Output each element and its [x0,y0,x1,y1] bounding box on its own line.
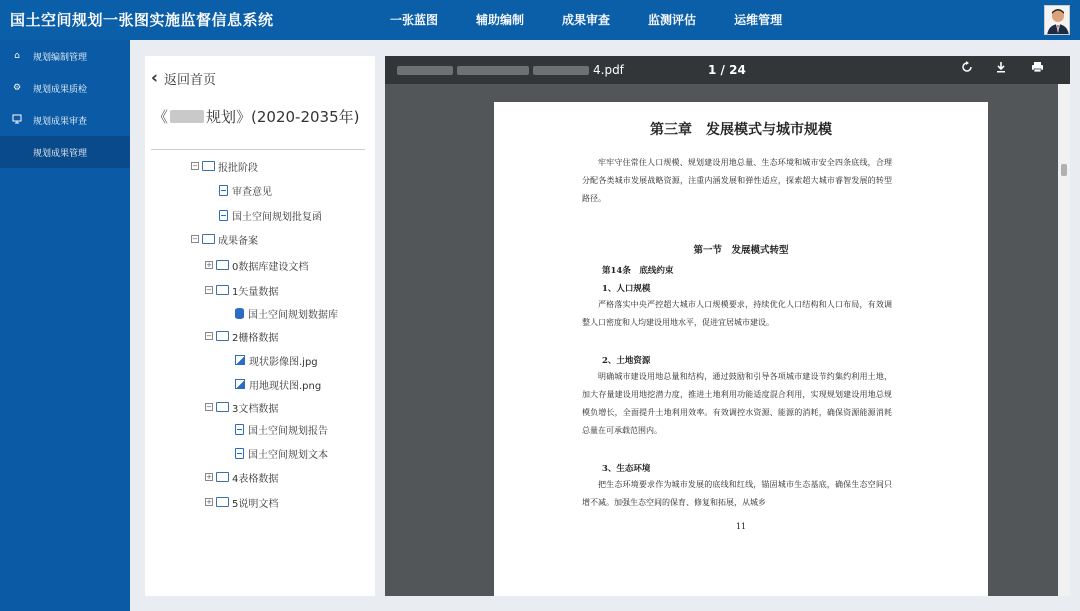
tree-node-folder[interactable] [205,493,278,511]
pdf-filename-suffix: 4.pdf [593,63,624,77]
tree-node-file[interactable] [219,181,272,199]
plan-title-suffix: 规划》(2020-2035年) [206,108,360,126]
tree-node-file[interactable] [235,375,321,393]
tree-node-label: 国土空间规划批复函 [232,211,322,223]
app-title: 国土空间规划一张图实施监督信息系统 [10,11,274,29]
pdf-toolbar [385,56,1070,84]
tree-node-label: 1矢量数据 [232,286,279,298]
image-file-icon [235,379,245,389]
collapse-icon[interactable]: − [192,162,198,170]
folder-icon [216,497,229,507]
body-paragraph: 严格落实中央严控超大城市人口规模要求，持续优化人口结构和人口布局，有效调整人口密度和人均建设用地水平，促进宜居城市建设。 [582,300,892,327]
redacted-text [457,66,529,75]
collapse-icon[interactable]: − [206,332,212,340]
tree-node-folder[interactable] [205,281,278,299]
pdf-page [494,102,988,596]
gear-icon: ⚙ [12,83,22,93]
expand-icon[interactable]: + [206,473,212,481]
pdf-viewer[interactable] [385,56,1070,596]
tree-node-label: 国土空间规划报告 [248,425,328,437]
tree-node-label: 现状影像图.jpg [249,356,318,368]
collapse-icon[interactable]: − [192,235,198,243]
sidebar [0,40,130,611]
tree-node-label: 用地现状图.png [249,380,322,392]
tree-node-label: 5说明文档 [232,498,279,510]
tree-node-folder[interactable] [191,230,258,248]
redacted-text [170,110,204,123]
tree-node-folder[interactable] [205,327,278,345]
collapse-icon[interactable]: − [206,403,212,411]
sidebar-item-result-review[interactable] [0,104,130,136]
document-tree-panel [145,56,375,596]
tree-node-file[interactable] [235,444,328,462]
chapter-title: 第三章 发展模式与城市规模 [650,122,832,138]
nav-operations[interactable]: 运维管理 [734,13,783,27]
folder-open-icon [216,285,229,295]
tree-node-label: 成果备案 [218,235,258,247]
subheading: 2、土地资源 [602,356,651,366]
tree-node-label: 4表格数据 [232,473,279,485]
sidebar-item-label: 规划成果管理 [33,148,88,159]
sidebar-item-quality-check[interactable] [0,72,130,104]
plan-title [153,106,359,127]
pdf-file-icon [235,424,244,435]
page-indicator: 1 / 24 [708,63,746,77]
tree-node-folder[interactable] [205,468,278,486]
top-nav [390,0,820,40]
folder-icon [216,260,229,270]
pdf-filename [397,56,624,84]
tree-node-folder[interactable] [205,256,308,274]
redacted-text [397,66,453,75]
pdf-file-icon [219,185,228,196]
tree-node-label: 审查意见 [232,186,272,198]
tree-node-file[interactable] [219,206,322,224]
subheading: 1、人口规模 [602,284,651,294]
folder-icon [216,472,229,482]
page-number: 11 [735,522,747,531]
user-avatar[interactable] [1044,5,1070,35]
tree-node-folder[interactable] [205,398,278,416]
tree-node-label: 2栅格数据 [232,332,279,344]
tree-node-label: 0数据库建设文档 [232,261,309,273]
tree-node-label: 3文档数据 [232,403,279,415]
tree-node-file[interactable] [235,420,328,438]
body-paragraph: 明确城市建设用地总量和结构，通过鼓励和引导各项城市建设节约集约利用土地，加大存量建设用地挖潜力度，推进土地利用功能适度混合利用，实现规划建设用地总规模负增长，全面提升土地利用效率。有效调控水资源、能源的消耗，确保资源能源消耗总量在可承载范围内。 [582,372,892,435]
nav-result-review[interactable]: 成果审查 [562,13,611,27]
tree-node-label: 国土空间规划数据库 [248,309,338,321]
image-file-icon [235,355,245,365]
home-icon: ⌂ [14,51,20,61]
rotate-icon[interactable] [957,56,977,84]
scrollbar-thumb[interactable] [1061,164,1067,176]
redacted-text [533,66,589,75]
sidebar-item-label: 规划成果质检 [33,84,88,95]
folder-open-icon [216,402,229,412]
body-paragraph: 把生态环境要求作为城市发展的底线和红线，锚固城市生态基底，确保生态空间只增不减。加强生态空间的保育、修复和拓展，从城乡 [582,480,892,507]
monitor-icon [10,114,24,127]
print-icon[interactable] [1027,56,1047,84]
article-title: 第14条 底线约束 [602,266,674,276]
sidebar-item-label: 规划成果审查 [33,116,88,127]
pdf-file-icon [235,448,244,459]
subheading: 3、生态环境 [602,464,651,474]
expand-icon[interactable]: + [206,498,212,506]
folder-open-icon [216,331,229,341]
nav-blueprint[interactable]: 一张蓝图 [390,13,439,27]
plan-title-prefix: 《 [153,108,169,126]
tree-node-folder[interactable] [191,157,258,175]
sidebar-item-label: 规划编制管理 [33,52,88,63]
back-home-label: 返回首页 [164,72,217,88]
divider [151,149,365,150]
tree-node-label: 国土空间规划文本 [248,449,328,461]
collapse-icon[interactable]: − [206,286,212,294]
pdf-file-icon [219,210,228,221]
database-icon [235,308,244,319]
intro-paragraph: 牢牢守住常住人口规模、规划建设用地总量、生态环境和城市安全四条底线，合理分配各类城市发展战略资源，注重内涵发展和弹性适应，探索超大城市睿智发展的转型路径。 [582,158,892,203]
tree-node-file[interactable] [235,351,318,369]
nav-assisted-drafting[interactable]: 辅助编制 [476,13,525,27]
tree-node-label: 报批阶段 [218,162,258,174]
sidebar-item-result-management[interactable] [0,136,130,168]
nav-monitoring[interactable]: 监测评估 [648,13,697,27]
expand-icon[interactable]: + [206,261,212,269]
sidebar-item-plan-drafting[interactable] [0,40,130,72]
folder-open-icon [202,161,215,171]
chevron-left-icon: ‹ [151,68,159,88]
back-home-link[interactable] [151,68,216,88]
section-title: 第一节 发展模式转型 [693,245,789,256]
vertical-scrollbar[interactable] [1058,84,1070,596]
folder-open-icon [202,234,215,244]
top-header [0,0,1080,40]
tree-node-file[interactable] [235,304,338,322]
download-icon[interactable] [991,56,1011,84]
